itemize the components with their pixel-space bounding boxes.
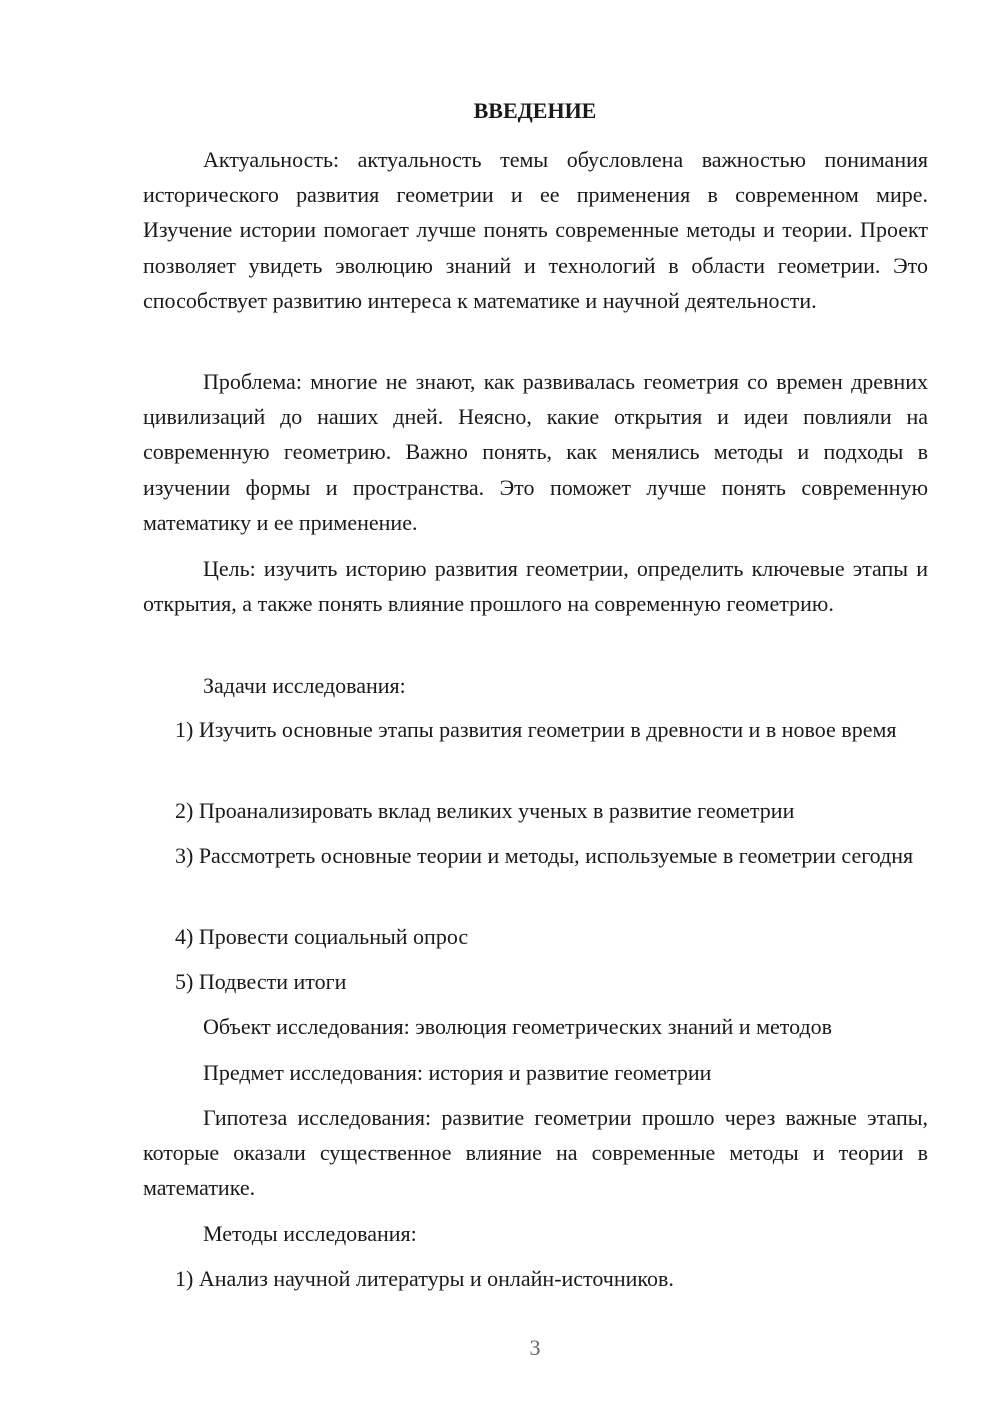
- object-line: Объект исследования: эволюция геометрических знаний и методов: [203, 1014, 833, 1039]
- subject-line: Предмет исследования: история и развитие геометрии: [203, 1060, 712, 1085]
- task-item-1: 1) Изучить основные этапы развития геометрии в древности и в новое время: [175, 717, 897, 742]
- task-item-4: 4) Провести социальный опрос: [175, 924, 469, 949]
- problem-paragraph: Проблема: многие не знают, как развивалась геометрия со времен древних цивилизаций до наших дней. Неясно, какие открытия и идеи повлияли на современную геометрию. Важно понять, как менялись методы и подходы в изучении формы и пространства. Это поможет лучше понять современную математику и ее применение.: [143, 369, 928, 535]
- hypothesis-paragraph: Гипотеза исследования: развитие геометрии прошло через важные этапы, которые оказали существенное влияние на современные методы и теории в математике.: [143, 1105, 928, 1201]
- tasks-heading: Задачи исследования:: [203, 673, 406, 698]
- page-number: 3: [529, 1335, 541, 1360]
- page-title: ВВЕДЕНИЕ: [473, 98, 597, 123]
- task-item-2: 2) Проанализировать вклад великих ученых в развитие геометрии: [175, 798, 795, 823]
- goal-paragraph: Цель: изучить историю развития геометрии, определить ключевые этапы и открытия, а также понять влияние прошлого на современную геометрию.: [143, 556, 928, 617]
- methods-heading: Методы исследования:: [203, 1221, 417, 1246]
- relevance-paragraph: Актуальность: актуальность темы обусловлена важностью понимания исторического развития геометрии и ее применения в современном мире. Изучение истории помогает лучше понять современные методы и теории. Проект позволяет увидеть эволюцию знаний и технологий в области геометрии. Это способствует развитию интереса к математике и научной деятельности.: [143, 147, 928, 313]
- method-item-1: 1) Анализ научной литературы и онлайн-источников.: [175, 1266, 674, 1291]
- task-item-3: 3) Рассмотреть основные теории и методы, используемые в геометрии сегодня: [175, 843, 914, 868]
- task-item-5: 5) Подвести итоги: [175, 969, 347, 994]
